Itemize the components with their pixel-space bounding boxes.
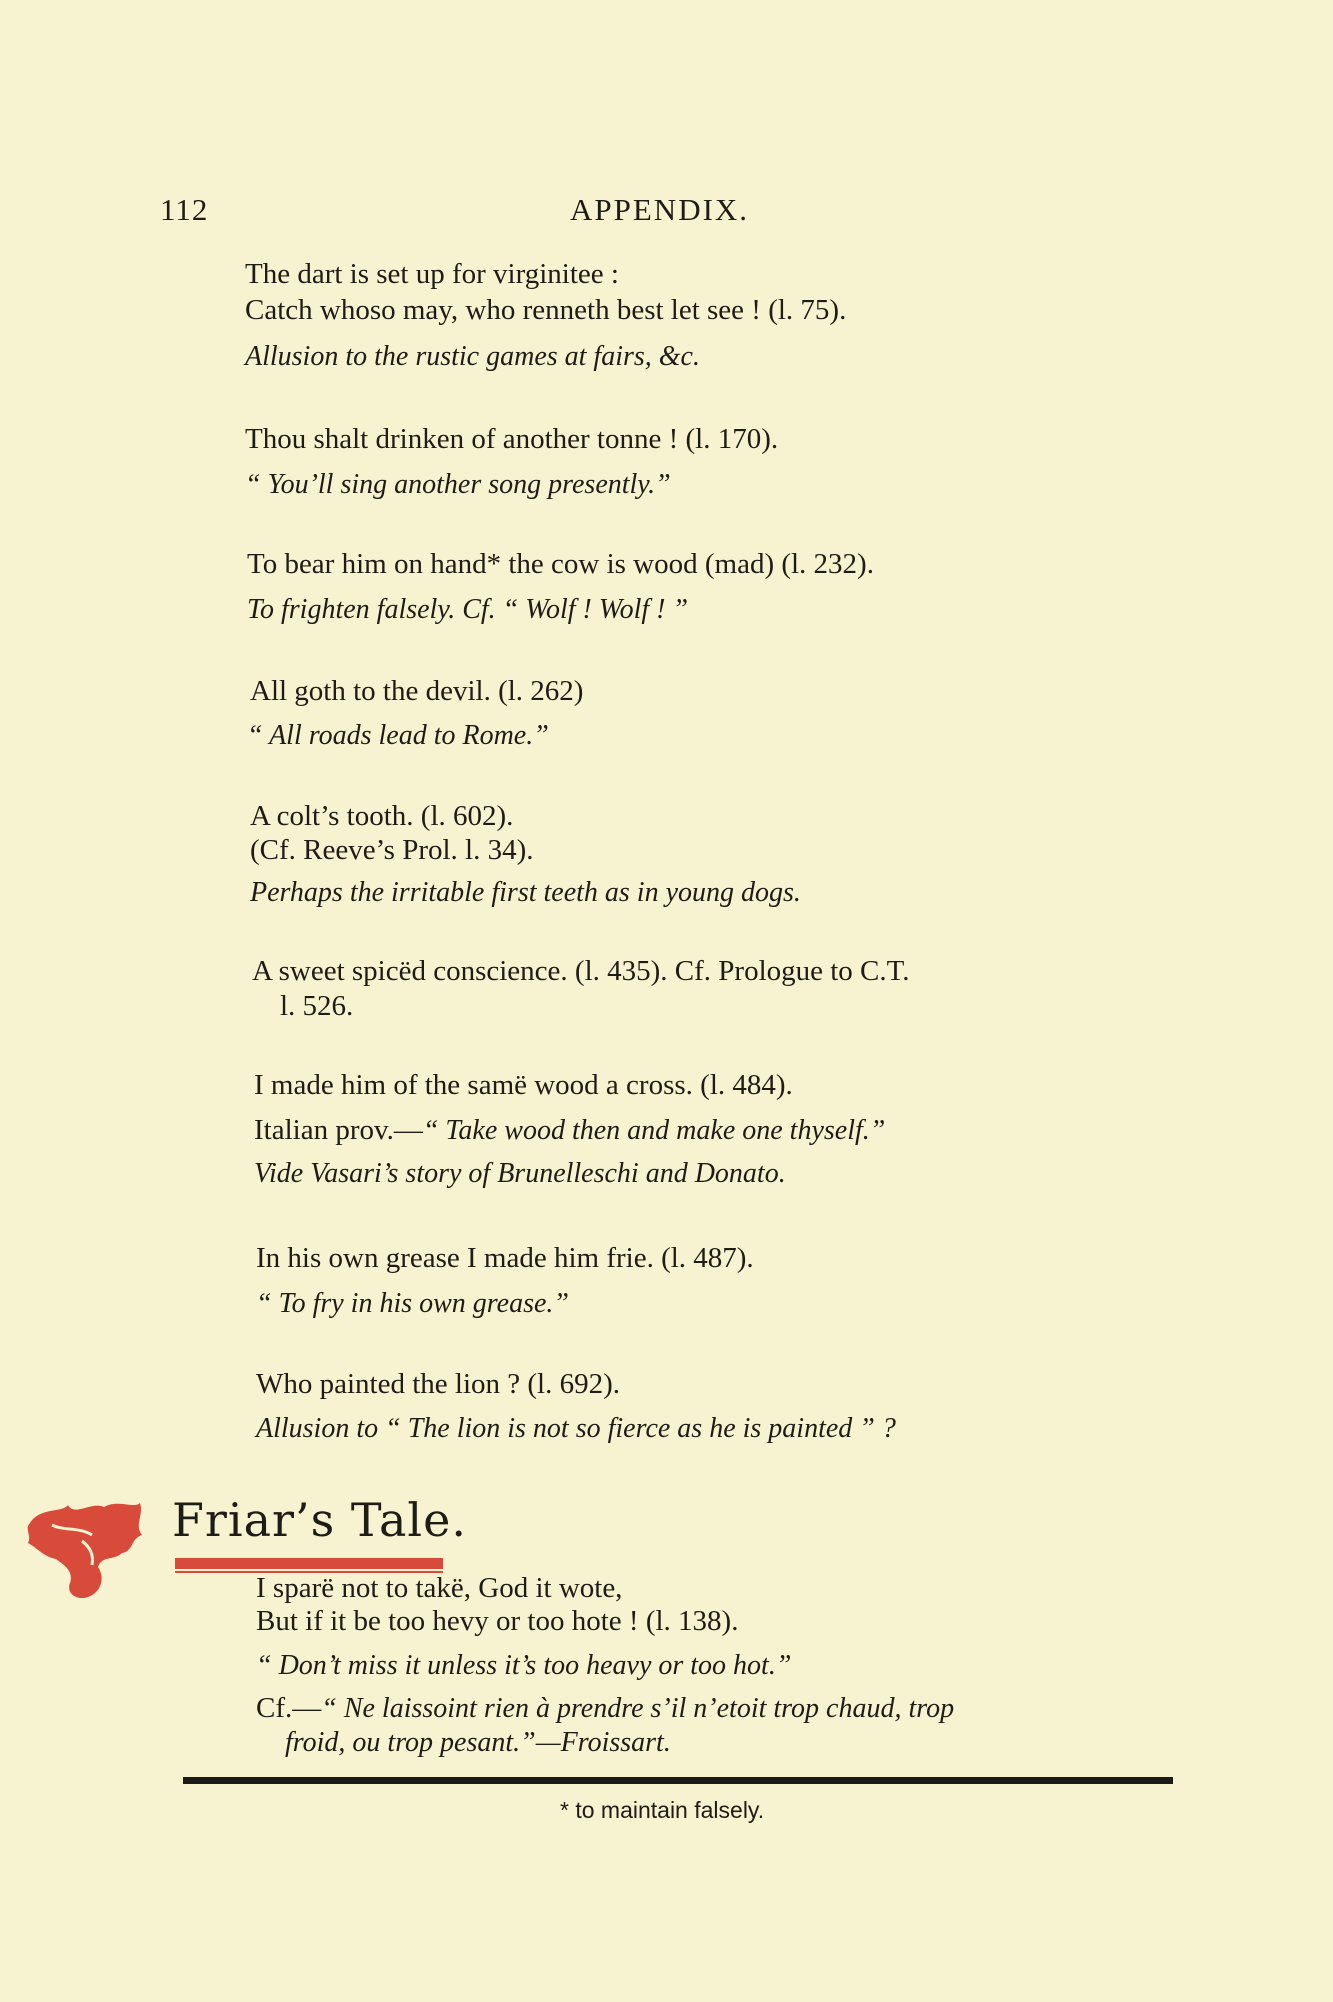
quote-line: But if it be too hevy or too hote ! (l. 138). (256, 1605, 739, 1637)
heading-underline (175, 1558, 443, 1569)
gloss-note: Allusion to the rustic games at fairs, &c. (245, 341, 700, 372)
gloss-note: “ Don’t miss it unless it’s too heavy or too hot.” (256, 1650, 792, 1681)
gloss-note-secondary: Vide Vasari’s story of Brunelleschi and Donato. (254, 1158, 786, 1189)
quote-line: A sweet spicëd conscience. (l. 435). Cf. Prologue to C.T. (252, 955, 910, 987)
cf-quote-continued: froid, ou trop pesant.”—Froissart. (285, 1727, 671, 1758)
cf-quote: “ Ne laissoint rien à prendre s’il n’etoit trop chaud, trop (321, 1693, 955, 1724)
quote-line: To bear him on hand* the cow is wood (mad) (l. 232). (247, 548, 874, 580)
quote-line: Who painted the lion ? (l. 692). (256, 1368, 621, 1400)
page-number: 112 (160, 192, 209, 227)
quote-line: All goth to the devil. (l. 262) (250, 675, 584, 707)
leaf-ornament-icon (22, 1495, 152, 1605)
gloss-note: “ You’ll sing another song presently.” (245, 469, 671, 500)
running-title: APPENDIX. (570, 192, 750, 227)
gloss-note: Perhaps the irritable first teeth as in young dogs. (250, 877, 801, 908)
gloss-note: “ To fry in his own grease.” (256, 1288, 569, 1319)
gloss-note: “ Take wood then and make one thyself.” (422, 1115, 886, 1146)
quote-line: In his own grease I made him frie. (l. 487). (256, 1242, 754, 1274)
quote-line: Thou shalt drinken of another tonne ! (l. 170). (245, 423, 779, 455)
cf-line (256, 1692, 954, 1725)
quote-line: Catch whoso may, who renneth best let see ! (l. 75). (245, 294, 847, 326)
quote-line: A colt’s tooth. (l. 602). (250, 800, 514, 832)
gloss-note: To frighten falsely. Cf. “ Wolf ! Wolf ! ” (247, 594, 689, 625)
cf-prefix: Cf.— (256, 1692, 322, 1724)
footnote-divider (183, 1777, 1173, 1784)
footnote: * to maintain falsely. (560, 1797, 765, 1823)
gloss-note: “ All roads lead to Rome.” (247, 720, 549, 751)
quote-line: I sparë not to takë, God it wote, (256, 1572, 623, 1604)
quote-line: The dart is set up for virginitee : (245, 258, 619, 290)
gloss-note: Allusion to “ The lion is not so fierce as he is painted ” ? (256, 1413, 896, 1444)
quote-line: (Cf. Reeve’s Prol. l. 34). (250, 834, 534, 866)
proverb-prefix: Italian prov.— (254, 1114, 423, 1146)
quote-line: I made him of the samë wood a cross. (l. 484). (254, 1069, 793, 1101)
quote-line: l. 526. (280, 990, 354, 1022)
section-heading: Friar’s Tale. (172, 1493, 467, 1547)
proverb-line (254, 1114, 885, 1147)
